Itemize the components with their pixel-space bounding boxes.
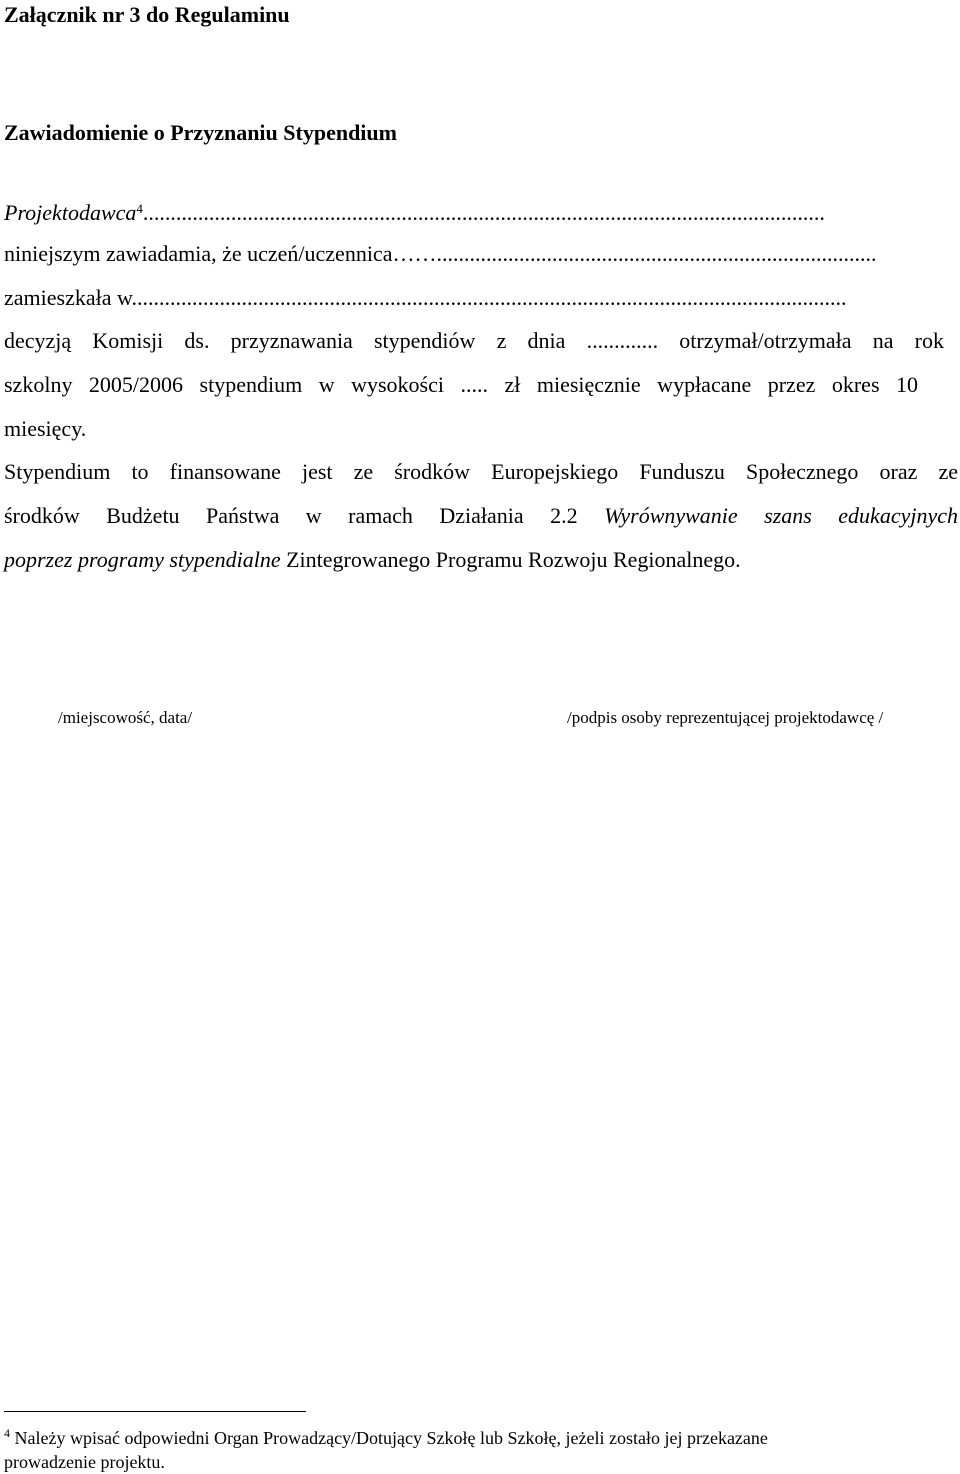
form-line-address: zamieszkała w.................................................................................................................................. [4,285,847,310]
footnote-text: Należy wpisać odpowiedni Organ Prowadzący/Dotujący Szkołę lub Szkołę, jeżeli zostało jej przekazane [14,1428,768,1448]
funding-line-2-regular: środków Budżetu Państwa w ramach Działania 2.2 [4,503,578,528]
funding-line-2-italic: Wyrównywanie szans edukacyjnych [604,503,958,528]
form-line-amount: szkolny 2005/2006 stypendium w wysokości ..... zł miesięcznie wypłacane przez okres 10 [4,372,918,397]
projektodawca-label: Projektodawca [4,200,137,225]
footnote-separator [4,1411,306,1412]
funding-line-2 [4,503,958,529]
projektodawca-dots: ............................................................................................................................ [142,200,825,225]
funding-line-1: Stypendium to finansowane jest ze środków Europejskiego Funduszu Społecznego oraz ze [4,459,958,484]
annex-heading: Załącznik nr 3 do Regulaminu [4,2,290,27]
footnote-reference: 4 [136,201,143,216]
footnote-line-1 [4,1427,768,1451]
form-line-student: niniejszym zawiadamia, że uczeń/uczennica……................................................................................ [4,241,877,266]
footnote-number: 4 [4,1426,10,1440]
form-line-months: miesięcy. [4,416,87,441]
form-line-projektodawca [4,200,950,226]
form-line-decision: decyzją Komisji ds. przyznawania stypendiów z dnia ............. otrzymał/otrzymała na rok [4,328,944,353]
footnote-line-2: prowadzenie projektu. [4,1452,165,1472]
place-date-caption: /miejscowość, data/ [58,708,193,727]
document-title: Zawiadomienie o Przyznaniu Stypendium [4,120,397,145]
funding-line-3-regular: Zintegrowanego Programu Rozwoju Regionalnego. [286,547,741,572]
funding-line-3-italic: poprzez programy stypendialne [4,547,281,572]
signature-caption: /podpis osoby reprezentującej projektodawcę / [567,708,884,727]
funding-line-3 [4,547,741,573]
